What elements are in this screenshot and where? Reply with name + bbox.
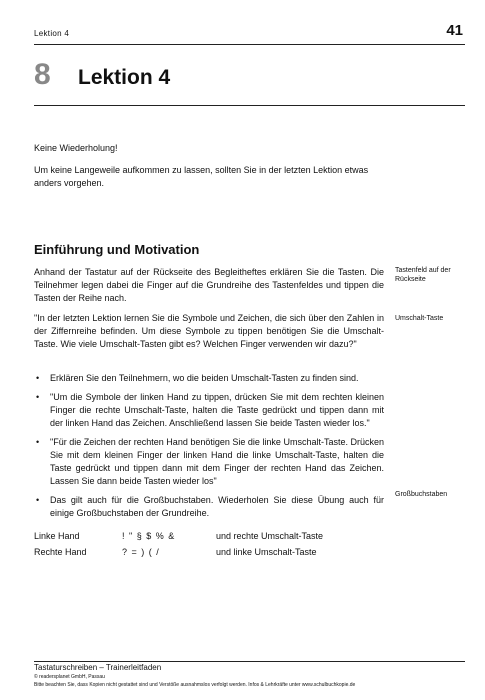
chapter-title: Lektion 4 (78, 66, 171, 89)
hand-label: Linke Hand (34, 531, 80, 541)
shift-description: und linke Umschalt-Taste (216, 547, 317, 557)
footer-title: Tastaturschreiben – Trainerleitfaden (34, 663, 162, 672)
section-paragraph-2: "In der letzten Lektion lernen Sie die Symbole und Zeichen, die sich über den Zahlen in der Ziffernreihe befinden. Um diese Symbole zu tippen benötigen Sie die Umschalt-Taste. Wie viele Umschalt-Tasten gibt es? Welchen Finger verwenden wir dazu?" (34, 313, 384, 349)
intro-paragraph-1: Keine Wiederholung! (34, 143, 118, 153)
title-divider (34, 105, 465, 106)
symbol-list: ? = ) ( / (122, 547, 160, 557)
hand-label: Rechte Hand (34, 547, 87, 557)
symbol-list: ! " § $ % & (122, 531, 176, 541)
footer-copyright: © readersplanet GmbH, Passau (34, 674, 105, 680)
shift-description: und rechte Umschalt-Taste (216, 531, 324, 541)
list-item: • "Um die Symbole der linken Hand zu tippen, drücken Sie mit dem rechten kleinen Finger die rechte Umschalt-Taste, halten die Taste gedrückt und tippen dann mit der linken Hand das Zeichen. Anschließend lassen Sie beide Tasten wieder los." (34, 391, 384, 430)
margin-note-keyboard: Tastenfeld auf der Rückseite (395, 267, 451, 283)
section-paragraph-1: Anhand der Tastatur auf der Rückseite des Begleitheftes erklären Sie die Tasten. Die Teilnehmer legen dabei die Finger auf die Grundreihe des Tastenfeldes und tippen die Tasten der Reihe nach. (34, 267, 384, 303)
running-header: Lektion 4 (34, 29, 70, 38)
footer-legal-note: Bitte beachten Sie, dass Kopien nicht gestattet sind und Verstöße ausnahmslos verfolgt werden. Infos & Lehrkräfte unter www.schulbuchkopie.de (34, 682, 356, 688)
header-divider (34, 44, 465, 45)
list-item: • Erklären Sie den Teilnehmern, wo die beiden Umschalt-Tasten zu finden sind. (34, 372, 384, 385)
margin-note-capitals: Großbuchstaben (395, 491, 448, 498)
section-title: Einführung und Motivation (34, 242, 200, 257)
list-item: • Das gilt auch für die Großbuchstaben. Wiederholen Sie diese Übung auch für einige Großbuchstaben der Grundreihe. (34, 494, 384, 520)
footer-divider (34, 661, 465, 662)
page-number: 41 (446, 22, 463, 39)
instruction-list (34, 372, 384, 526)
margin-note-shift: Umschalt-Taste (395, 315, 444, 322)
intro-paragraph-2: Um keine Langeweile aufkommen zu lassen, sollten Sie in der letzten Lektion etwas anders vorgehen. (34, 165, 369, 188)
chapter-number: 8 (34, 58, 51, 91)
list-item: • "Für die Zeichen der rechten Hand benötigen Sie die linke Umschalt-Taste. Drücken Sie mit dem kleinen Finger der linken Hand die linke Umschalt-Taste, halten die Taste gedrückt und tippen dann mit dem Finger der rechten Hand das Zeichen. Lassen Sie dann beide Tasten wieder los" (34, 436, 384, 488)
